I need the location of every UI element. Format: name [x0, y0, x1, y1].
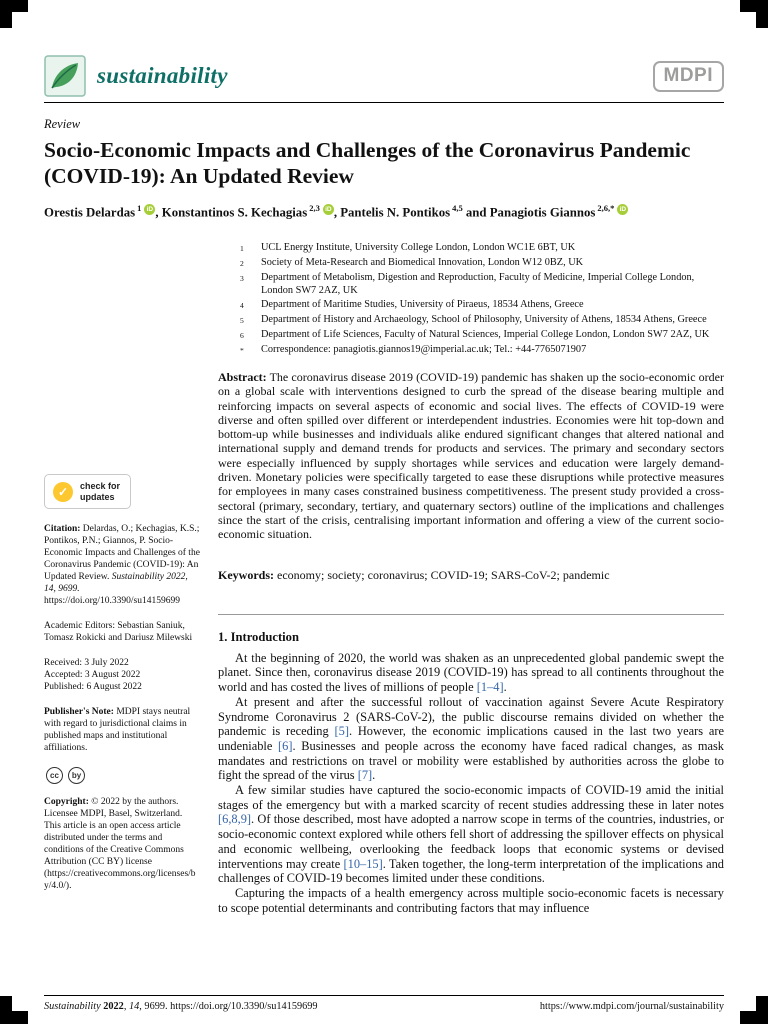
page-footer	[44, 1001, 724, 1012]
body-paragraph: At the beginning of 2020, the world was shaken as an unprecedented global pandemic swept the planet. Since then, coronavirus disease 2019 (COVID-19) has spread to all continents throughout the world and has costed the lives of millions of people [1–4].	[218, 650, 724, 695]
abstract-text: The coronavirus disease 2019 (COVID-19) pandemic has shaken up the socio-economic order on a global scale with interventions designed to curb the spread of the disease bearing multiple and reinforcing impacts on several aspects of economic and social lives. The effects of COVID-19 were diverse and often spilled over different or interdependent industries. Economies were hit top-down and bottom-up while businesses and individuals alike endured significant changes that altered national and international supply and demand trends for products and services. The primary and secondary sectors were especially influenced by supply shortages while services and education were largely demand-driven. Monetary policies were specifically targeted to ease these disruptions while protective measures for employees in many cases constrained business competitiveness. The present study provided a cross-sectoral (primary, secondary, tertiary, and quaternary sectors) outline of the implications and challenges since the start of the crisis, centralising important information and offering a view of the current socio-economic situation.	[218, 370, 724, 542]
publishers-note	[44, 706, 200, 754]
affiliation-text: Society of Meta-Research and Biomedical Innovation, London W12 0BZ, UK	[261, 256, 584, 268]
published-date: Published: 6 August 2022	[44, 682, 142, 692]
affiliation-text: Department of Metabolism, Digestion and Reproduction, Faculty of Medicine, Imperial College London, London SW7 2AZ, UK	[261, 271, 695, 297]
left-margin-column	[44, 474, 200, 905]
cc-icon: cc	[46, 767, 63, 784]
copyright-text: © 2022 by the authors. Licensee MDPI, Basel, Switzerland. This article is an open access article distributed under the terms and conditions of the Creative Commons Attribution (CC BY) license (https://creativecommons.org/licenses/by/4.0/).	[44, 797, 196, 891]
affiliation-row	[240, 256, 724, 271]
corner-mark	[0, 996, 12, 1024]
citation-ref[interactable]: [7]	[357, 768, 373, 783]
article-title: Socio-Economic Impacts and Challenges of the Coronavirus Pandemic (COVID-19): An Updated Review	[44, 138, 691, 189]
author-affiliation-sup: 1	[137, 202, 142, 213]
abstract-label: Abstract:	[218, 370, 267, 384]
author-name: Panagiotis Giannos	[489, 205, 596, 220]
affiliation-row	[240, 313, 724, 328]
citation-ref[interactable]: [6,8,9]	[218, 812, 252, 827]
author-affiliation-sup: 2,6,*	[597, 202, 615, 213]
author-name: Konstantinos S. Kechagias	[161, 205, 308, 220]
correspondence-row	[240, 343, 724, 358]
body-paragraph: Capturing the impacts of a health emergency across multiple socio-economic facets is necessary to scope potential determinants and contributing factors that may influence	[218, 885, 724, 915]
check-for-updates-label: check for updates	[80, 481, 121, 502]
affiliation-number: 4	[240, 301, 244, 311]
footer-citation	[44, 1001, 318, 1012]
affiliation-number: 1	[240, 244, 244, 253]
publishers-note-text: MDPI stays neutral with regard to jurisdictional claims in published maps and institutional affiliations.	[44, 707, 191, 753]
crossmark-icon	[53, 482, 73, 502]
affiliation-row	[240, 241, 724, 256]
footer-year: 2022	[103, 1001, 124, 1012]
author-name: Pantelis N. Pontikos	[340, 205, 451, 220]
copyright-block	[44, 796, 200, 892]
footer-divider	[44, 995, 724, 996]
affiliation-row	[240, 271, 724, 299]
citation-journal: Sustainability 2022, 14, 9699.	[44, 572, 188, 594]
article-type: Review	[44, 117, 81, 131]
journal-logo[interactable]	[44, 55, 228, 97]
corner-mark	[756, 996, 768, 1024]
affiliation-list	[240, 241, 724, 357]
author-separator: and	[462, 205, 490, 220]
check-icon: ✓	[57, 484, 69, 499]
citation-ref[interactable]: [6]	[278, 738, 293, 753]
citation-label: Citation:	[44, 524, 81, 534]
cc-license-icons[interactable]	[46, 767, 200, 784]
author-separator: ,	[333, 205, 341, 220]
mdpi-logo[interactable]: MDPI	[653, 61, 725, 92]
citation-ref[interactable]: [10–15]	[343, 856, 383, 871]
corner-mark	[756, 0, 768, 28]
correspondence-email[interactable]: panagiotis.giannos19@imperial.ac.uk	[333, 343, 489, 355]
affiliation-row	[240, 298, 724, 313]
correspondence-marker: *	[240, 345, 244, 355]
affiliation-row	[240, 328, 724, 343]
affiliation-text: Department of Maritime Studies, University of Piraeus, 18534 Athens, Greece	[261, 299, 584, 311]
article-head	[44, 117, 724, 220]
keywords-text: economy; society; coronavirus; COVID-19; SARS-CoV-2; pandemic	[274, 568, 610, 582]
affiliation-number: 6	[240, 330, 244, 340]
sustainability-leaf-icon	[44, 55, 86, 97]
article-body	[218, 630, 724, 915]
author-affiliation-sup: 2,3	[309, 202, 320, 213]
orcid-icon[interactable]: iD	[144, 204, 155, 215]
affiliation-text: UCL Energy Institute, University College London, London WC1E 6BT, UK	[261, 242, 576, 253]
keywords	[218, 568, 724, 583]
academic-editors: Academic Editors: Sebastian Saniuk, Tomasz Rokicki and Dariusz Milewski	[44, 621, 193, 643]
orcid-icon[interactable]: iD	[617, 204, 628, 215]
cc-by-icon: by	[68, 767, 85, 784]
check-for-updates-badge[interactable]	[44, 474, 131, 509]
correspondence-text	[261, 343, 724, 358]
citation-doi-link[interactable]: https://doi.org/10.3390/su14159699	[44, 596, 181, 606]
correspondence-post: ; Tel.: +44-7765071907	[488, 343, 587, 355]
author-affiliation-sup: 4,5	[452, 202, 463, 213]
affiliation-number: 2	[240, 258, 244, 268]
corner-mark	[0, 0, 12, 28]
author-list	[44, 203, 724, 220]
author-name: Orestis Delardas	[44, 205, 136, 220]
citation-ref[interactable]: [5]	[334, 724, 349, 739]
footer-separator: ,	[123, 1001, 129, 1012]
body-paragraph: A few similar studies have captured the socio-economic impacts of COVID-19 amid the initial stages of the emergency but with a marked scarcity of recent studies addressing these in later notes [6,8,9]. Of those described, most have adopted a narrow scope in terms of the countries, industries, or socio-economic context explored while others fell short of addressing the spillover effects on physical and economic wellbeing, overlooking the feedback loops that economic systems or devised interventions may create [10–15]. Taken together, the long-term interpretation of the implications and challenges of COVID-19 becomes limited under these conditions.	[218, 783, 724, 886]
affiliation-text: Department of Life Sciences, Faculty of Natural Sciences, Imperial College London, London SW7 2AZ, UK	[261, 328, 710, 340]
keywords-label: Keywords:	[218, 568, 274, 582]
affiliation-text: Department of History and Archaeology, School of Philosophy, University of Athens, 18534 Athens, Greece	[261, 313, 707, 325]
header-divider	[44, 102, 724, 103]
affiliation-number: 3	[240, 273, 244, 283]
footer-doi-link[interactable]: , 9699. https://doi.org/10.3390/su14159699	[139, 1001, 318, 1012]
affiliation-number: 5	[240, 315, 244, 325]
section-heading: 1. Introduction	[218, 630, 299, 644]
received-date: Received: 3 July 2022	[44, 658, 129, 668]
accepted-date: Accepted: 3 August 2022	[44, 670, 141, 680]
footer-journal-name: Sustainability	[44, 1001, 104, 1012]
footer-volume: 14	[128, 1001, 140, 1012]
citation-block	[44, 523, 200, 607]
journal-name: sustainability	[97, 63, 228, 88]
abstract	[218, 370, 724, 542]
copyright-label: Copyright:	[44, 797, 89, 807]
footer-journal-url[interactable]: https://www.mdpi.com/journal/sustainability	[539, 1001, 724, 1012]
journal-header	[44, 52, 724, 100]
citation-text: Delardas, O.; Kechagias, K.S.; Pontikos, P.N.; Giannos, P. Socio-Economic Impacts and Challenges of the Coronavirus Pandemic (COVID-19): An Updated Review.	[44, 524, 200, 582]
citation-ref[interactable]: [1–4]	[476, 680, 504, 695]
correspondence-pre: Correspondence:	[261, 343, 334, 355]
orcid-icon[interactable]: iD	[323, 204, 334, 215]
body-paragraph: At present and after the successful rollout of vaccination against Severe Acute Respiratory Syndrome Coronavirus 2 (SARS-CoV-2), the public discourse remains divided on whether the pandemic is receding [5]. However, the economic implications caused in the last two years are undeniable [6]. Businesses and people across the economy have faced radical changes, as mask mandates and restrictions on travel or mobility were established by authorities across the globe to fight the spread of the virus [7].	[218, 694, 724, 783]
dates-block	[44, 657, 200, 693]
author-separator: ,	[155, 205, 162, 220]
publishers-note-label: Publisher's Note:	[44, 707, 114, 717]
keywords-divider	[218, 614, 724, 615]
